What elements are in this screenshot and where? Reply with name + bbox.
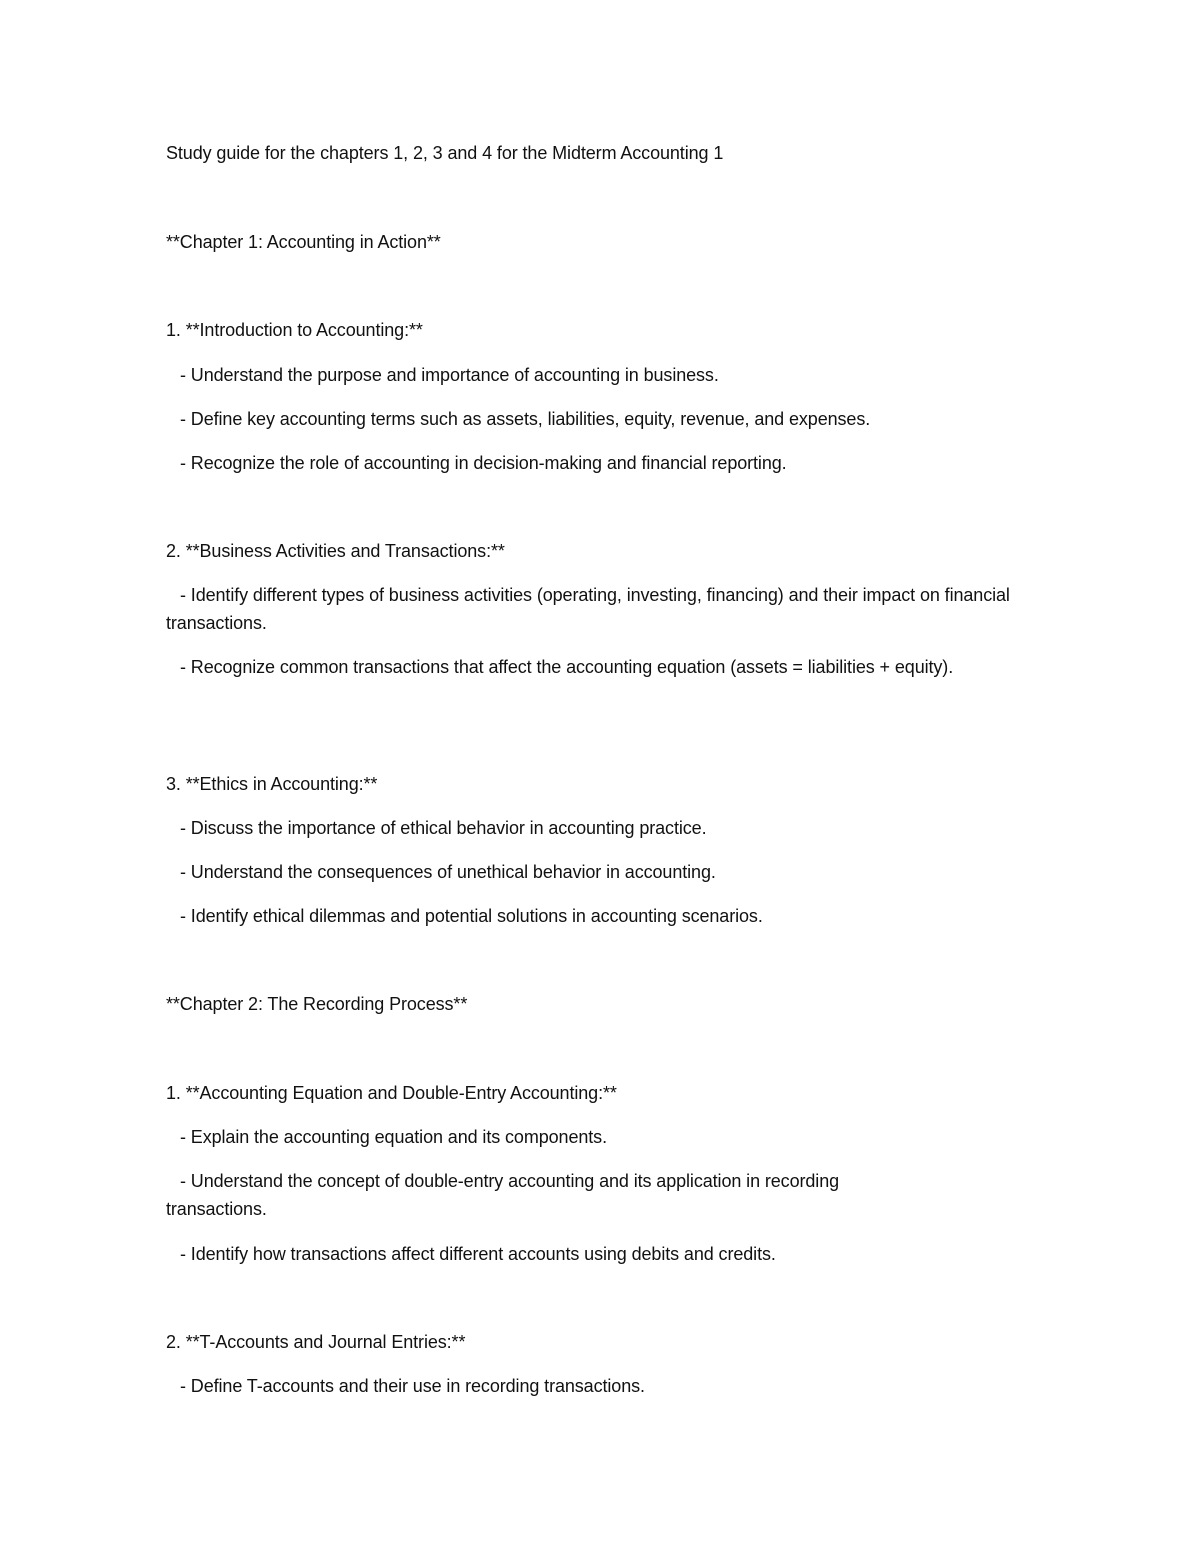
- section-heading: 1. **Introduction to Accounting:**: [166, 320, 423, 340]
- bullet-item: - Discuss the importance of ethical behavior in accounting practice.: [180, 818, 707, 838]
- document-title: Study guide for the chapters 1, 2, 3 and 4 for the Midterm Accounting 1: [166, 143, 724, 163]
- bullet-item: - Understand the consequences of unethical behavior in accounting.: [180, 862, 716, 882]
- bullet-item: - Identify ethical dilemmas and potential solutions in accounting scenarios.: [180, 906, 763, 926]
- section-heading: 1. **Accounting Equation and Double-Entry Accounting:**: [166, 1083, 617, 1103]
- section-heading: 2. **Business Activities and Transactions:**: [166, 541, 505, 561]
- bullet-item: - Explain the accounting equation and its components.: [180, 1127, 607, 1147]
- bullet-item: - Identify different types of business activities (operating, investing, financing) and their impact on financial transactions.: [166, 585, 1010, 633]
- bullet-item: - Define T-accounts and their use in recording transactions.: [180, 1376, 645, 1396]
- section-heading: 3. **Ethics in Accounting:**: [166, 774, 378, 794]
- section-heading: 2. **T-Accounts and Journal Entries:**: [166, 1332, 466, 1352]
- bullet-item: - Define key accounting terms such as assets, liabilities, equity, revenue, and expenses.: [180, 409, 871, 429]
- chapter-1-heading: **Chapter 1: Accounting in Action**: [166, 232, 441, 252]
- bullet-item: - Understand the purpose and importance of accounting in business.: [180, 365, 719, 385]
- chapter-2-heading: **Chapter 2: The Recording Process**: [166, 994, 468, 1014]
- bullet-item: - Recognize common transactions that affect the accounting equation (assets = liabilities + equity).: [180, 657, 954, 677]
- bullet-item: - Understand the concept of double-entry accounting and its application in recording transactions.: [166, 1171, 840, 1219]
- bullet-item: - Recognize the role of accounting in decision-making and financial reporting.: [180, 453, 787, 473]
- bullet-item: - Identify how transactions affect different accounts using debits and credits.: [180, 1244, 776, 1264]
